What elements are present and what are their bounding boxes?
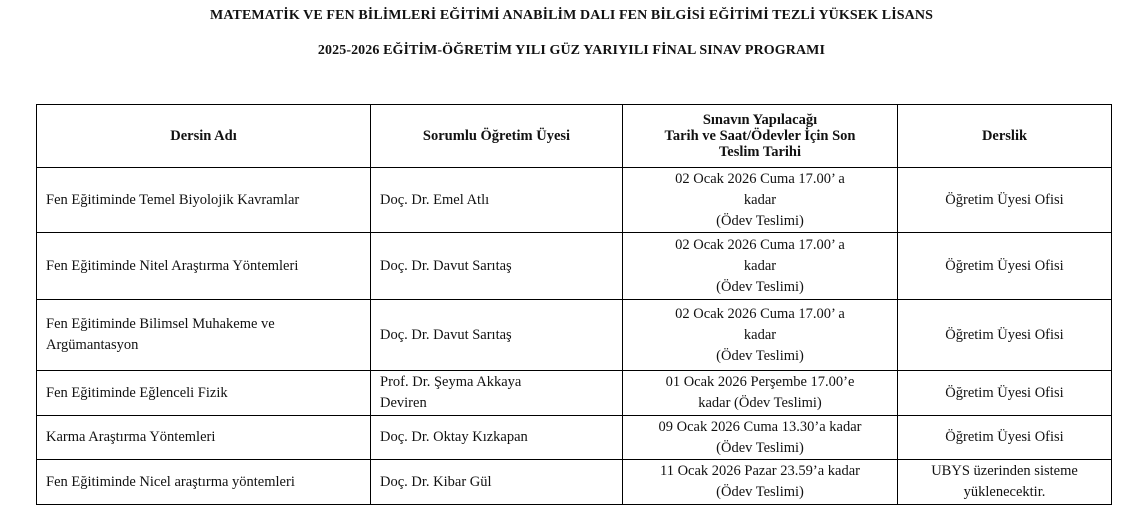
instructor-cell: Prof. Dr. Şeyma Akkaya Deviren — [371, 371, 623, 416]
room-cell: Öğretim Üyesi Ofisi — [898, 168, 1112, 233]
table-header-row — [37, 105, 1112, 168]
date-cell: 02 Ocak 2026 Cuma 17.00’ a kadar (Ödev Teslimi) — [623, 233, 898, 300]
instructor-cell: Doç. Dr. Oktay Kızkapan — [371, 416, 623, 460]
instructor-cell: Doç. Dr. Emel Atlı — [371, 168, 623, 233]
date-cell: 02 Ocak 2026 Cuma 17.00’ a kadar (Ödev Teslimi) — [623, 300, 898, 371]
date-cell: 02 Ocak 2026 Cuma 17.00’ a kadar (Ödev Teslimi) — [623, 168, 898, 233]
page-subtitle: 2025-2026 EĞİTİM-ÖĞRETİM YILI GÜZ YARIYILI FİNAL SINAV PROGRAMI — [317, 43, 826, 58]
instructor-cell: Doç. Dr. Davut Sarıtaş — [371, 233, 623, 300]
date-cell: 11 Ocak 2026 Pazar 23.59’a kadar (Ödev Teslimi) — [623, 460, 898, 505]
course-cell: Fen Eğitiminde Bilimsel Muhakeme ve Argümantasyon — [37, 300, 371, 371]
date-cell: 09 Ocak 2026 Cuma 13.30’a kadar (Ödev Teslimi) — [623, 416, 898, 460]
table-row — [37, 300, 1112, 371]
room-cell: Öğretim Üyesi Ofisi — [898, 300, 1112, 371]
table-row — [37, 460, 1112, 505]
course-cell: Fen Eğitiminde Nitel Araştırma Yöntemleri — [37, 233, 371, 300]
course-cell: Fen Eğitiminde Temel Biyolojik Kavramlar — [37, 168, 371, 233]
date-cell: 01 Ocak 2026 Perşembe 17.00’e kadar (Ödev Teslimi) — [623, 371, 898, 416]
room-cell: UBYS üzerinden sisteme yüklenecektir. — [898, 460, 1112, 505]
page-title: MATEMATİK VE FEN BİLİMLERİ EĞİTİMİ ANABİLİM DALI FEN BİLGİSİ EĞİTİMİ TEZLİ YÜKSEK LİSANS — [210, 8, 933, 23]
instructor-cell: Doç. Dr. Kibar Gül — [371, 460, 623, 505]
room-cell: Öğretim Üyesi Ofisi — [898, 371, 1112, 416]
course-cell: Karma Araştırma Yöntemleri — [37, 416, 371, 460]
exam-schedule-table — [36, 104, 1112, 505]
course-cell: Fen Eğitiminde Nicel araştırma yöntemleri — [37, 460, 371, 505]
room-cell: Öğretim Üyesi Ofisi — [898, 416, 1112, 460]
table-row — [37, 371, 1112, 416]
table-row — [37, 416, 1112, 460]
column-header-date: Sınavın Yapılacağı Tarih ve Saat/Ödevler İçin Son Teslim Tarihi — [623, 105, 898, 168]
column-header-instructor: Sorumlu Öğretim Üyesi — [371, 105, 623, 168]
course-cell: Fen Eğitiminde Eğlenceli Fizik — [37, 371, 371, 416]
column-header-room: Derslik — [898, 105, 1112, 168]
instructor-cell: Doç. Dr. Davut Sarıtaş — [371, 300, 623, 371]
table-row — [37, 233, 1112, 300]
table-row — [37, 168, 1112, 233]
column-header-course: Dersin Adı — [37, 105, 371, 168]
room-cell: Öğretim Üyesi Ofisi — [898, 233, 1112, 300]
